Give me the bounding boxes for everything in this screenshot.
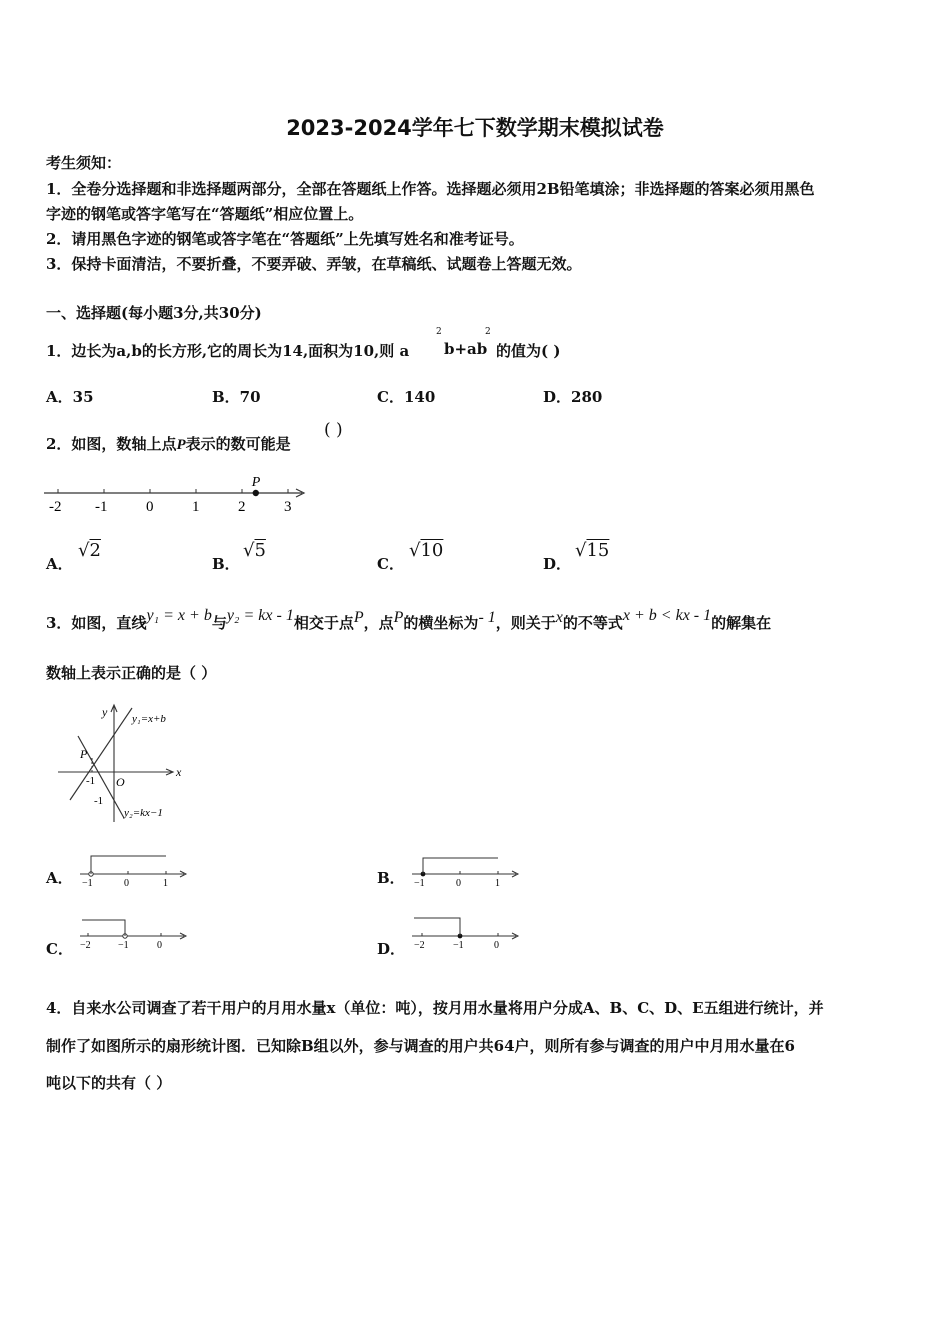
svg-text:0: 0: [456, 878, 461, 889]
graph-neg1-y-label: -1: [94, 795, 104, 807]
graph-neg1-x-label: -1: [86, 775, 96, 787]
number-line-tick-label: 0: [146, 499, 154, 515]
question-4-line-3: 吨以下的共有（ ）: [46, 1074, 172, 1092]
graph-x-label: x: [176, 765, 182, 779]
graph-p-label: P: [80, 747, 88, 761]
svg-text:0: 0: [494, 940, 499, 951]
q3-option-c-line: [76, 912, 196, 952]
point-p-label: P: [251, 475, 261, 490]
notice-line-2: 字迹的钢笔或答字笔写在“答题纸”相应位置上。: [46, 205, 364, 223]
number-line-tick-label: 3: [284, 499, 292, 515]
q2-text-start: 2．如图，数轴上点: [46, 435, 177, 453]
graph-line-y1-label: y₁=x+b: [132, 713, 166, 725]
q1-exponent-2: 2: [485, 327, 491, 337]
svg-text:1: 1: [163, 878, 168, 889]
svg-text:−1: −1: [453, 940, 464, 951]
svg-text:−2: −2: [414, 940, 425, 951]
svg-text:−1: −1: [414, 878, 425, 889]
q1-exponent-1: 2: [436, 327, 442, 337]
graph-origin-label: O: [116, 775, 125, 789]
number-line-tick-label: 1: [192, 499, 200, 515]
notice-line-4: 3．保持卡面清洁，不要折叠，不要弄破、弄皱，在草稿纸、试题卷上答题无效。: [46, 255, 582, 273]
svg-text:−1: −1: [82, 878, 93, 889]
q1-option-d: D．280: [543, 388, 603, 406]
question-1-end: 的值为( ): [496, 342, 561, 360]
svg-text:0: 0: [157, 940, 162, 951]
q3-option-a-line: [76, 850, 196, 890]
q3-option-c: C．: [46, 940, 73, 958]
q2-option-d: D．: [543, 555, 572, 573]
question-1-mid: b+ab: [444, 340, 488, 358]
svg-text:1: 1: [495, 878, 500, 889]
q3-option-b-line: [408, 850, 528, 890]
q2-text-end: 表示的数可能是: [185, 435, 291, 453]
graph-y-label: y: [102, 705, 108, 719]
point-p-dot: [253, 490, 259, 496]
graph-line-y2-label: y₂=kx−1: [124, 807, 163, 819]
q2-number-line: [40, 470, 320, 518]
q2-option-a: A．: [46, 555, 73, 573]
q1-option-c: C．140: [377, 388, 436, 406]
q3-option-d-line: [408, 912, 528, 952]
notice-heading: 考生须知：: [46, 154, 122, 172]
q1-option-b: B．70: [212, 388, 261, 406]
page-title: 2023-2024学年七下数学期末模拟试卷: [286, 116, 664, 140]
notice-line-3: 2．请用黑色字迹的钢笔或答字笔在“答题纸”上先填写姓名和准考证号。: [46, 230, 524, 248]
notice-line-1: 1．全卷分选择题和非选择题两部分，全部在答题纸上作答。选择题必须用2B铅笔填涂；非选择题的答案必须用黑色: [46, 180, 815, 198]
q2-option-a-radical: √2: [78, 540, 101, 561]
number-line-tick-label: -2: [49, 499, 62, 515]
q2-answer-paren: ( ): [324, 420, 343, 440]
question-4-line-1: 4．自来水公司调查了若干用户的月用水量x（单位：吨），按月用水量将用户分成A、B、C、D、E五组进行统计，并: [46, 999, 824, 1017]
question-2-text: [46, 433, 291, 454]
q3-option-a: A．: [46, 869, 73, 887]
question-3-line-1: 3．如图，直线y₁ = x + b与y₂ = kx - 1相交于点P，点P的横坐标为- 1，则关于x的不等式x + b < kx - 1的解集在: [46, 607, 772, 632]
number-line-tick-label: -1: [95, 499, 108, 515]
number-line-tick-label: 2: [238, 499, 246, 515]
section-heading: 一、选择题(每小题3分,共30分): [46, 304, 262, 322]
question-3-line-2: 数轴上表示正确的是（ ）: [46, 664, 217, 682]
q2-option-b: B．: [212, 555, 240, 573]
q3-graph: [52, 700, 202, 828]
q3-option-b: B．: [377, 869, 405, 887]
svg-text:−2: −2: [80, 940, 91, 951]
q2-option-c-radical: √10: [409, 540, 444, 561]
q3-option-d: D．: [377, 940, 406, 958]
svg-text:−1: −1: [118, 940, 129, 951]
q1-option-a: A．35: [46, 388, 94, 406]
svg-text:0: 0: [124, 878, 129, 889]
question-4-line-2: 制作了如图所示的扇形统计图．已知除B组以外，参与调查的用户共64户，则所有参与调查的用户中月用水量在6: [46, 1037, 795, 1055]
q2-option-c: C．: [377, 555, 404, 573]
q2-point-p: P: [176, 437, 186, 453]
q2-option-d-radical: √15: [575, 540, 610, 561]
question-1-text: 1．边长为a,b的长方形,它的周长为14,面积为10,则 a: [46, 342, 410, 360]
q2-option-b-radical: √5: [243, 540, 266, 561]
